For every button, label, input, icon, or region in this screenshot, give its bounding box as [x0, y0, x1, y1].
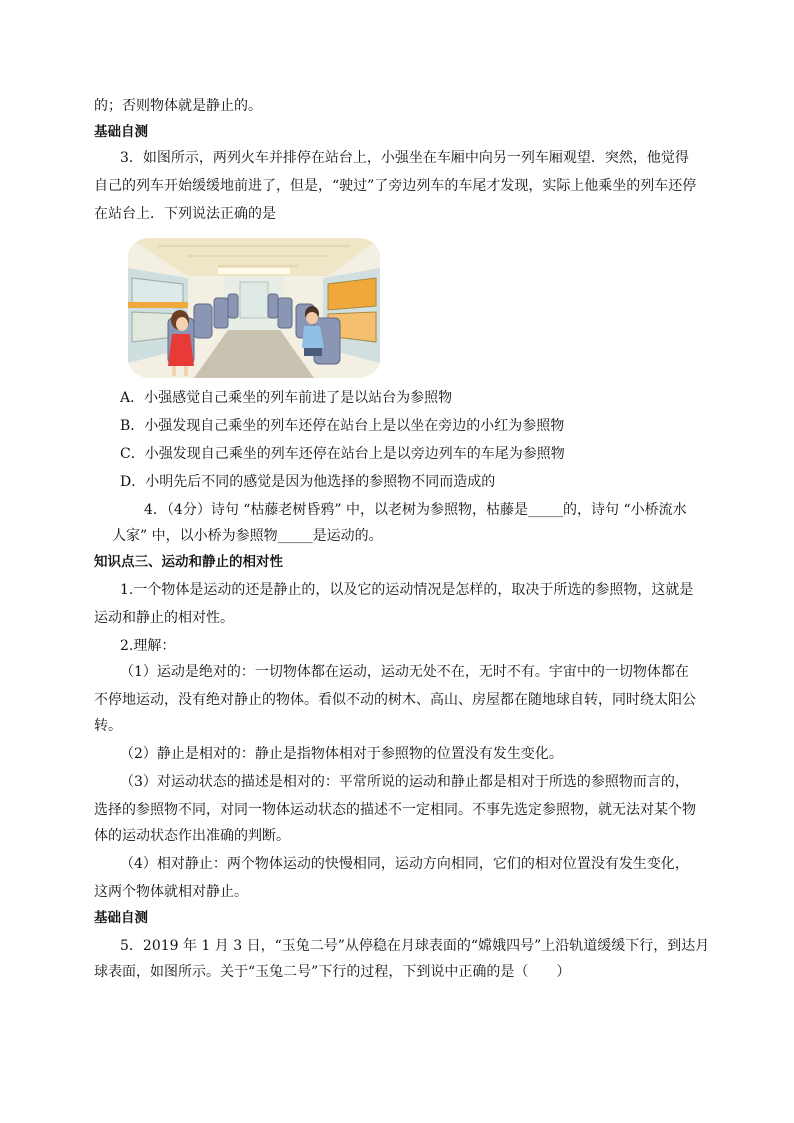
section-heading: 基础自测 [94, 910, 148, 926]
option-a: A．小强感觉自己乘坐的列车前进了是以站台为参照物 [120, 390, 453, 406]
paragraph-text: 转。 [94, 718, 122, 734]
paragraph-text: （3）对运动状态的描述是相对的：平常所说的运动和静止都是相对于所选的参照物而言的， [120, 774, 689, 790]
question-3-text: 在站台上．下列说法正确的是 [94, 206, 276, 222]
paragraph-text: 运动和静止的相对性。 [94, 610, 234, 626]
paragraph-text: 1.一个物体是运动的还是静止的，以及它的运动情况是怎样的，取决于所选的参照物，这就是 [120, 582, 694, 598]
paragraph-text: 2.理解： [120, 638, 176, 654]
paragraph-text: （4）相对静止：两个物体运动的快慢相同，运动方向相同，它们的相对位置没有发生变化， [120, 856, 689, 872]
option-d: D．小明先后不同的感觉是因为他选择的参照物不同而造成的 [120, 474, 496, 490]
train-interior-figure [128, 238, 380, 378]
paragraph-text: 不停地运动，没有绝对静止的物体。看似不动的树木、高山、房屋都在随地球自转，同时绕太阳公 [94, 692, 696, 708]
paragraph-text: 体的运动状态作出准确的判断。 [94, 828, 290, 844]
text-line: 的；否则物体就是静止的。 [94, 98, 262, 114]
question-3-text: 3．如图所示，两列火车并排停在站台上，小强坐在车厢中向另一列车厢观望．突然，他觉得 [120, 150, 689, 166]
option-b: B．小强发现自己乘坐的列车还停在站台上是以坐在旁边的小红为参照物 [120, 418, 565, 434]
section-heading: 知识点三、运动和静止的相对性 [94, 554, 283, 570]
paragraph-text: 选择的参照物不同，对同一物体运动状态的描述不一定相同。不事先选定参照物，就无法对某个物 [94, 802, 696, 818]
question-3-text: 自己的列车开始缓缓地前进了，但是，“驶过”了旁边列车的车尾才发现，实际上他乘坐的列车还停 [94, 178, 697, 194]
question-5-text: 5．2019 年 1 月 3 日，“玉兔二号”从停稳在月球表面的“嫦娥四号”上沿轨道缓缓下行，到达月 [120, 938, 710, 954]
question-4-text: 人家” 中，以小桥为参照物_____是运动的。 [112, 528, 383, 544]
paragraph-text: （1）运动是绝对的：一切物体都在运动，运动无处不在，无时不有。宇宙中的一切物体都在 [120, 664, 689, 680]
paragraph-text: 这两个物体就相对静止。 [94, 884, 248, 900]
train-interior-illustration [128, 238, 380, 378]
option-c: C．小强发现自己乘坐的列车还停在站台上是以旁边列车的车尾为参照物 [120, 446, 565, 462]
section-heading: 基础自测 [94, 124, 148, 140]
paragraph-text: （2）静止是相对的：静止是指物体相对于参照物的位置没有发生变化。 [120, 746, 563, 762]
question-4-text: 4．（4分）诗句 “枯藤老树昏鸦” 中，以老树为参照物，枯藤是_____的，诗句 “小桥流水 [144, 502, 687, 518]
question-5-text: 球表面，如图所示。关于“玉兔二号”下行的过程，下到说中正确的是（ ） [94, 964, 571, 980]
